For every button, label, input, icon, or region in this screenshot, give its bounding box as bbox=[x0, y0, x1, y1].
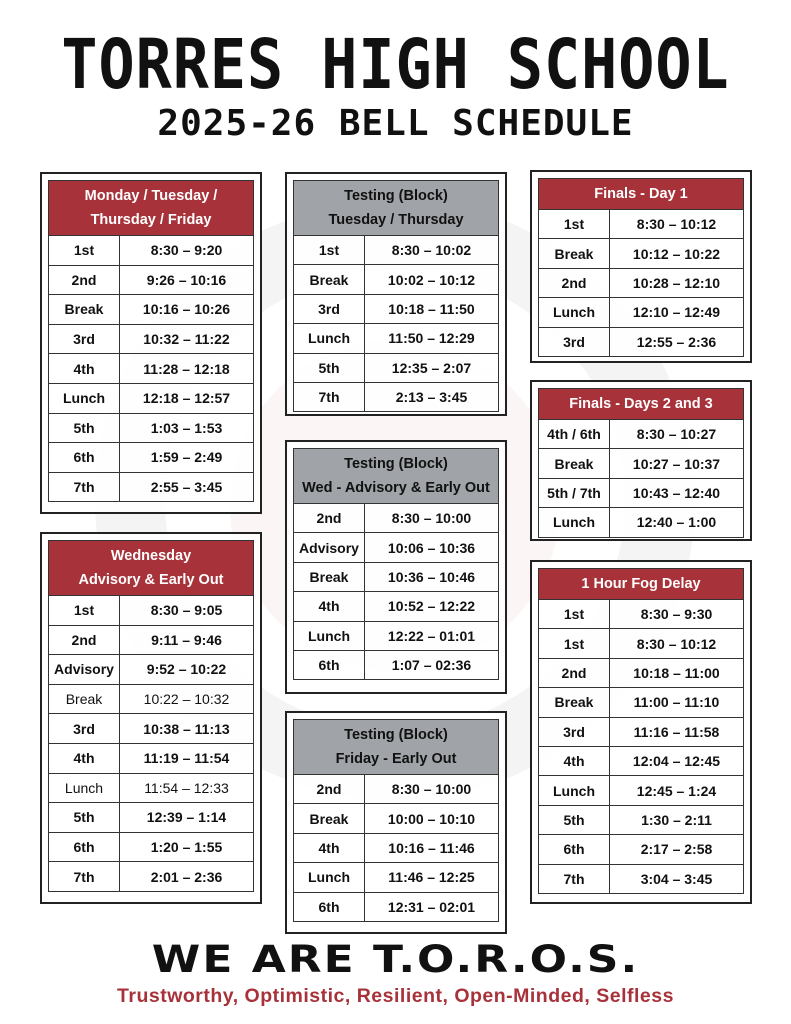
table-row bbox=[539, 298, 744, 327]
schedule-header-line: Advisory & Early Out bbox=[78, 572, 224, 588]
period-cell: 1st bbox=[49, 236, 120, 266]
table-row bbox=[294, 892, 499, 921]
period-cell: 5th / 7th bbox=[539, 478, 610, 507]
table-row bbox=[539, 600, 744, 629]
period-cell: 2nd bbox=[294, 775, 365, 804]
time-cell: 12:10 – 12:49 bbox=[610, 298, 744, 327]
table-row bbox=[49, 862, 254, 892]
time-cell: 1:07 – 02:36 bbox=[365, 650, 499, 679]
period-cell: Advisory bbox=[294, 533, 365, 562]
schedule-table bbox=[48, 180, 254, 502]
period-cell: 1st bbox=[49, 596, 120, 626]
table-row bbox=[49, 413, 254, 443]
schedule-header-line: Thursday / Friday bbox=[90, 212, 212, 228]
schedule-table bbox=[293, 719, 499, 922]
table-row bbox=[294, 236, 499, 265]
time-cell: 10:27 – 10:37 bbox=[610, 449, 744, 478]
time-cell: 10:52 – 12:22 bbox=[365, 592, 499, 621]
period-cell: 7th bbox=[539, 864, 610, 893]
period-cell: 6th bbox=[49, 832, 120, 862]
schedule-header bbox=[294, 181, 499, 236]
time-cell: 10:18 – 11:50 bbox=[365, 294, 499, 323]
period-cell: 3rd bbox=[539, 717, 610, 746]
period-cell: Break bbox=[294, 804, 365, 833]
table-row bbox=[539, 776, 744, 805]
period-cell: 3rd bbox=[539, 327, 610, 356]
time-cell: 9:26 – 10:16 bbox=[120, 265, 254, 295]
time-cell: 12:31 – 02:01 bbox=[365, 892, 499, 921]
period-cell: Lunch bbox=[539, 776, 610, 805]
schedule-test-wed bbox=[285, 440, 507, 694]
period-cell: 3rd bbox=[49, 714, 120, 744]
period-cell: Advisory bbox=[49, 655, 120, 685]
schedule-header bbox=[49, 541, 254, 596]
time-cell: 2:01 – 2:36 bbox=[120, 862, 254, 892]
table-row bbox=[539, 864, 744, 893]
time-cell: 8:30 – 9:30 bbox=[610, 600, 744, 629]
time-cell: 12:45 – 1:24 bbox=[610, 776, 744, 805]
time-cell: 10:00 – 10:10 bbox=[365, 804, 499, 833]
table-row bbox=[49, 324, 254, 354]
schedule-header-line: Monday / Tuesday / bbox=[84, 188, 218, 204]
schedule-mon bbox=[40, 172, 262, 514]
schedule-subtitle: 2025-26 BELL SCHEDULE bbox=[157, 103, 634, 144]
schedule-fog bbox=[530, 560, 752, 904]
period-cell: Lunch bbox=[539, 508, 610, 537]
schedule-header bbox=[294, 720, 499, 775]
time-cell: 8:30 – 10:27 bbox=[610, 420, 744, 449]
table-row bbox=[539, 327, 744, 356]
time-cell: 1:20 – 1:55 bbox=[120, 832, 254, 862]
period-cell: 7th bbox=[294, 382, 365, 411]
table-row bbox=[49, 236, 254, 266]
period-cell: 6th bbox=[539, 835, 610, 864]
period-cell: 2nd bbox=[49, 265, 120, 295]
table-row bbox=[49, 443, 254, 473]
table-row bbox=[49, 714, 254, 744]
schedule-header bbox=[539, 569, 744, 600]
table-row bbox=[294, 804, 499, 833]
period-cell: 2nd bbox=[539, 658, 610, 687]
table-row bbox=[294, 775, 499, 804]
time-cell: 11:50 – 12:29 bbox=[365, 324, 499, 353]
table-row bbox=[49, 354, 254, 384]
schedule-table bbox=[293, 448, 499, 680]
table-row bbox=[539, 835, 744, 864]
period-cell: 4th bbox=[49, 743, 120, 773]
table-row bbox=[49, 655, 254, 685]
table-row bbox=[539, 420, 744, 449]
period-cell: 5th bbox=[294, 353, 365, 382]
table-row bbox=[294, 621, 499, 650]
period-cell: Break bbox=[539, 239, 610, 268]
time-cell: 11:16 – 11:58 bbox=[610, 717, 744, 746]
table-row bbox=[49, 743, 254, 773]
period-cell: 4th bbox=[294, 592, 365, 621]
schedule-header-line: Testing (Block) bbox=[344, 727, 448, 743]
schedule-header-line: Wed - Advisory & Early Out bbox=[302, 480, 490, 496]
table-row bbox=[539, 717, 744, 746]
period-cell: Lunch bbox=[49, 383, 120, 413]
period-cell: 2nd bbox=[539, 268, 610, 297]
table-row bbox=[539, 449, 744, 478]
period-cell: 6th bbox=[294, 650, 365, 679]
period-cell: 3rd bbox=[294, 294, 365, 323]
table-row bbox=[539, 239, 744, 268]
time-cell: 10:43 – 12:40 bbox=[610, 478, 744, 507]
time-cell: 8:30 – 10:12 bbox=[610, 629, 744, 658]
table-row bbox=[49, 472, 254, 502]
time-cell: 10:18 – 11:00 bbox=[610, 658, 744, 687]
period-cell: Lunch bbox=[49, 773, 120, 803]
schedule-finals1 bbox=[530, 170, 752, 363]
time-cell: 8:30 – 9:20 bbox=[120, 236, 254, 266]
table-row bbox=[49, 773, 254, 803]
time-cell: 10:22 – 10:32 bbox=[120, 684, 254, 714]
time-cell: 11:00 – 11:10 bbox=[610, 688, 744, 717]
table-row bbox=[294, 562, 499, 591]
time-cell: 10:06 – 10:36 bbox=[365, 533, 499, 562]
schedule-table bbox=[538, 178, 744, 357]
time-cell: 10:28 – 12:10 bbox=[610, 268, 744, 297]
table-row bbox=[294, 382, 499, 411]
table-row bbox=[294, 324, 499, 353]
schedule-table bbox=[293, 180, 499, 412]
table-row bbox=[294, 833, 499, 862]
period-cell: 2nd bbox=[49, 625, 120, 655]
period-cell: 6th bbox=[49, 443, 120, 473]
period-cell: Lunch bbox=[539, 298, 610, 327]
schedule-header bbox=[49, 181, 254, 236]
period-cell: 6th bbox=[294, 892, 365, 921]
table-row bbox=[49, 832, 254, 862]
period-cell: 1st bbox=[539, 600, 610, 629]
schedule-test-tt bbox=[285, 172, 507, 416]
time-cell: 12:35 – 2:07 bbox=[365, 353, 499, 382]
time-cell: 10:16 – 10:26 bbox=[120, 295, 254, 325]
period-cell: Break bbox=[539, 449, 610, 478]
schedule-wed bbox=[40, 532, 262, 904]
time-cell: 11:46 – 12:25 bbox=[365, 863, 499, 892]
time-cell: 8:30 – 10:02 bbox=[365, 236, 499, 265]
time-cell: 11:19 – 11:54 bbox=[120, 743, 254, 773]
schedule-header-line: Testing (Block) bbox=[344, 456, 448, 472]
schedule-table bbox=[538, 388, 744, 538]
time-cell: 12:18 – 12:57 bbox=[120, 383, 254, 413]
schedule-header bbox=[539, 389, 744, 420]
time-cell: 1:30 – 2:11 bbox=[610, 805, 744, 834]
slogan: WE ARE T.O.R.O.S. bbox=[151, 937, 640, 982]
period-cell: Lunch bbox=[294, 863, 365, 892]
table-row bbox=[49, 803, 254, 833]
table-row bbox=[49, 596, 254, 626]
table-row bbox=[539, 508, 744, 537]
time-cell: 3:04 – 3:45 bbox=[610, 864, 744, 893]
time-cell: 12:55 – 2:36 bbox=[610, 327, 744, 356]
time-cell: 8:30 – 9:05 bbox=[120, 596, 254, 626]
schedule-table bbox=[538, 568, 744, 894]
table-row bbox=[294, 592, 499, 621]
table-row bbox=[49, 265, 254, 295]
period-cell: 7th bbox=[49, 472, 120, 502]
time-cell: 10:32 – 11:22 bbox=[120, 324, 254, 354]
period-cell: Lunch bbox=[294, 621, 365, 650]
period-cell: 2nd bbox=[294, 504, 365, 533]
schedule-header bbox=[539, 179, 744, 210]
period-cell: 4th / 6th bbox=[539, 420, 610, 449]
school-title: TORRES HIGH SCHOOL bbox=[61, 24, 730, 106]
period-cell: 5th bbox=[539, 805, 610, 834]
schedule-header-line: Friday - Early Out bbox=[335, 751, 457, 767]
period-cell: 4th bbox=[294, 833, 365, 862]
schedule-test-fri bbox=[285, 711, 507, 934]
time-cell: 9:11 – 9:46 bbox=[120, 625, 254, 655]
table-row bbox=[539, 210, 744, 239]
time-cell: 10:16 – 11:46 bbox=[365, 833, 499, 862]
time-cell: 2:55 – 3:45 bbox=[120, 472, 254, 502]
time-cell: 9:52 – 10:22 bbox=[120, 655, 254, 685]
period-cell: Break bbox=[294, 265, 365, 294]
period-cell: 4th bbox=[539, 746, 610, 775]
table-row bbox=[539, 268, 744, 297]
tagline: Trustworthy, Optimistic, Resilient, Open-Minded, Selfless bbox=[117, 985, 674, 1007]
schedule-header-line: 1 Hour Fog Delay bbox=[581, 576, 701, 592]
schedule-finals23 bbox=[530, 380, 752, 541]
period-cell: 7th bbox=[49, 862, 120, 892]
time-cell: 1:59 – 2:49 bbox=[120, 443, 254, 473]
time-cell: 12:39 – 1:14 bbox=[120, 803, 254, 833]
table-row bbox=[294, 265, 499, 294]
schedule-header-line: Tuesday / Thursday bbox=[328, 212, 464, 228]
time-cell: 10:12 – 10:22 bbox=[610, 239, 744, 268]
time-cell: 12:04 – 12:45 bbox=[610, 746, 744, 775]
time-cell: 11:28 – 12:18 bbox=[120, 354, 254, 384]
table-row bbox=[539, 658, 744, 687]
period-cell: Break bbox=[49, 295, 120, 325]
table-row bbox=[539, 805, 744, 834]
schedule-header bbox=[294, 449, 499, 504]
time-cell: 12:40 – 1:00 bbox=[610, 508, 744, 537]
time-cell: 10:36 – 10:46 bbox=[365, 562, 499, 591]
time-cell: 1:03 – 1:53 bbox=[120, 413, 254, 443]
period-cell: Break bbox=[539, 688, 610, 717]
table-row bbox=[294, 504, 499, 533]
table-row bbox=[294, 353, 499, 382]
period-cell: 4th bbox=[49, 354, 120, 384]
time-cell: 10:02 – 10:12 bbox=[365, 265, 499, 294]
table-row bbox=[539, 746, 744, 775]
schedule-header-line: Finals - Day 1 bbox=[594, 186, 688, 202]
period-cell: 1st bbox=[539, 629, 610, 658]
table-row bbox=[294, 863, 499, 892]
table-row bbox=[49, 295, 254, 325]
schedule-header-line: Finals - Days 2 and 3 bbox=[569, 396, 713, 412]
period-cell: Break bbox=[294, 562, 365, 591]
table-row bbox=[49, 625, 254, 655]
time-cell: 8:30 – 10:00 bbox=[365, 775, 499, 804]
time-cell: 10:38 – 11:13 bbox=[120, 714, 254, 744]
table-row bbox=[539, 688, 744, 717]
table-row bbox=[539, 478, 744, 507]
time-cell: 8:30 – 10:12 bbox=[610, 210, 744, 239]
schedule-header-line: Testing (Block) bbox=[344, 188, 448, 204]
period-cell: 5th bbox=[49, 803, 120, 833]
time-cell: 8:30 – 10:00 bbox=[365, 504, 499, 533]
time-cell: 11:54 – 12:33 bbox=[120, 773, 254, 803]
table-row bbox=[539, 629, 744, 658]
table-row bbox=[294, 533, 499, 562]
period-cell: 1st bbox=[294, 236, 365, 265]
table-row bbox=[49, 684, 254, 714]
period-cell: Lunch bbox=[294, 324, 365, 353]
schedule-table bbox=[48, 540, 254, 892]
table-row bbox=[294, 294, 499, 323]
time-cell: 12:22 – 01:01 bbox=[365, 621, 499, 650]
period-cell: Break bbox=[49, 684, 120, 714]
table-row bbox=[294, 650, 499, 679]
time-cell: 2:13 – 3:45 bbox=[365, 382, 499, 411]
period-cell: 1st bbox=[539, 210, 610, 239]
period-cell: 3rd bbox=[49, 324, 120, 354]
schedule-header-line: Wednesday bbox=[110, 548, 192, 564]
period-cell: 5th bbox=[49, 413, 120, 443]
table-row bbox=[49, 383, 254, 413]
time-cell: 2:17 – 2:58 bbox=[610, 835, 744, 864]
